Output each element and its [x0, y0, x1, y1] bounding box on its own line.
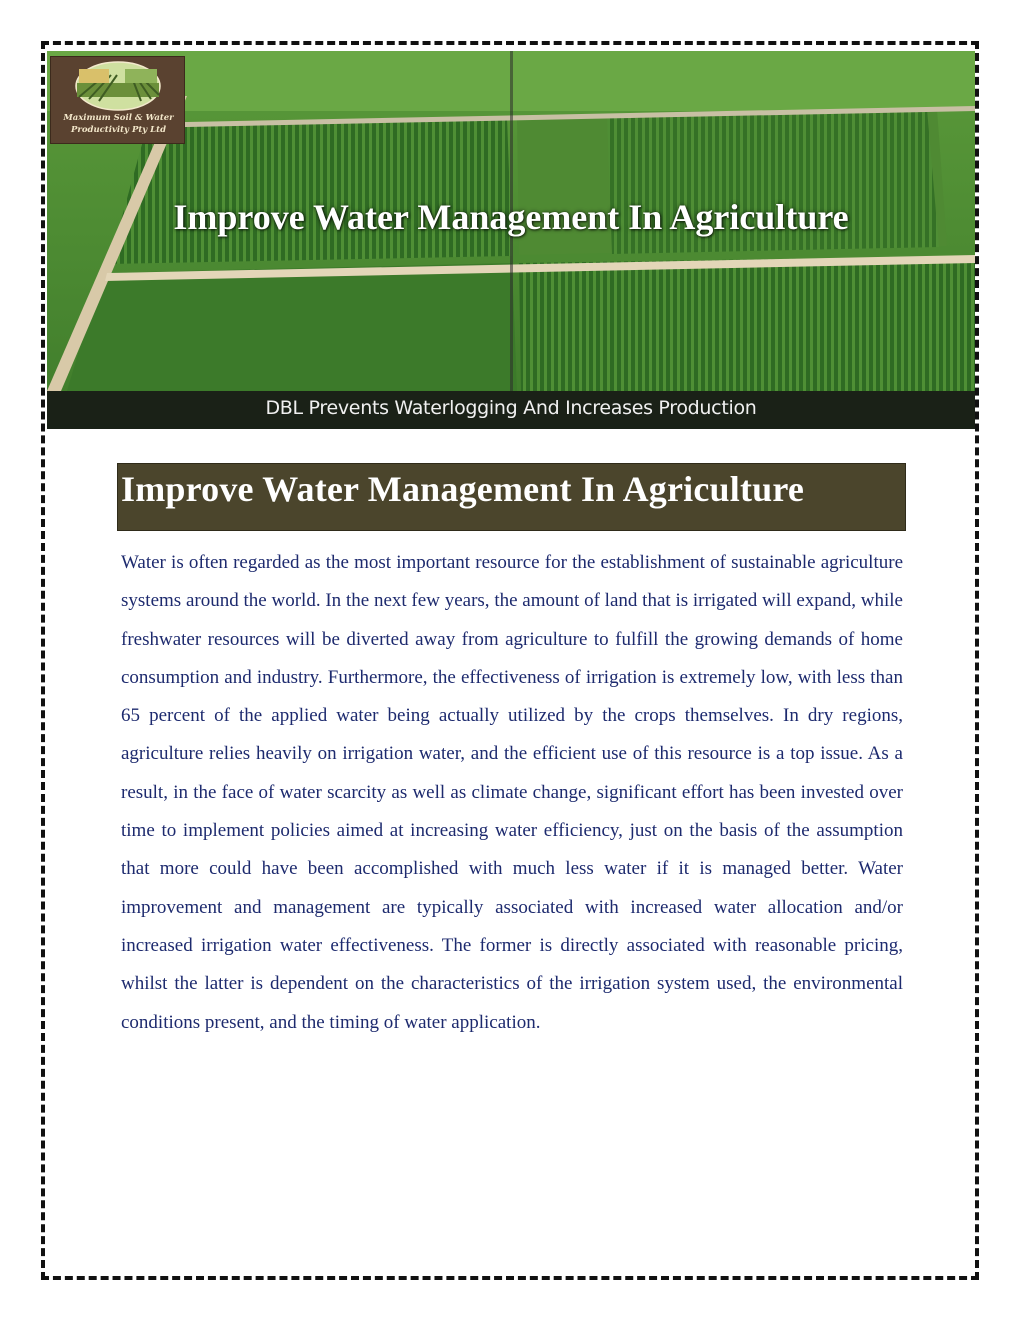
article-heading: Improve Water Management In Agriculture [121, 469, 805, 509]
logo-text-line1: Maximum Soil & Water [63, 113, 174, 123]
hero-title: Improve Water Management In Agriculture [173, 197, 849, 237]
company-logo [50, 56, 185, 144]
hero-banner [47, 51, 975, 429]
field-aerial-image [47, 51, 975, 429]
article-body: Water is often regarded as the most important resource for the establishment of sustainable agriculture systems around the world. In the next few years, the amount of land that is irrigated will expand, while freshwater resources will be diverted away from agriculture to fulfill the growing demands of home consumption and industry. Furthermore, the effectiveness of irrigation is extremely low, with less than 65 percent of the applied water being actually utilized by the crops themselves. In dry regions, agriculture relies heavily on irrigation water, and the efficient use of this resource is a top issue. As a result, in the face of water scarcity as well as climate change, significant effort has been invested over time to implement policies aimed at increasing water efficiency, just on the basis of the assumption that more could have been accomplished with much less water if it is managed better. Water improvement and management are typically associated with increased water allocation and/or increased irrigation water effectiveness. The former is directly associated with reasonable pricing, whilst the latter is dependent on the characteristics of the irrigation system used, the environmental conditions present, and the timing of water application. [121, 552, 903, 1033]
logo-field-icon [75, 61, 161, 111]
logo-text-line2: Productivity Pty Ltd [70, 125, 167, 135]
logo-text [51, 112, 186, 136]
article-heading-box [117, 463, 906, 531]
hero-caption: DBL Prevents Waterlogging And Increases Production [265, 397, 757, 419]
hero-caption-bar [47, 391, 975, 429]
